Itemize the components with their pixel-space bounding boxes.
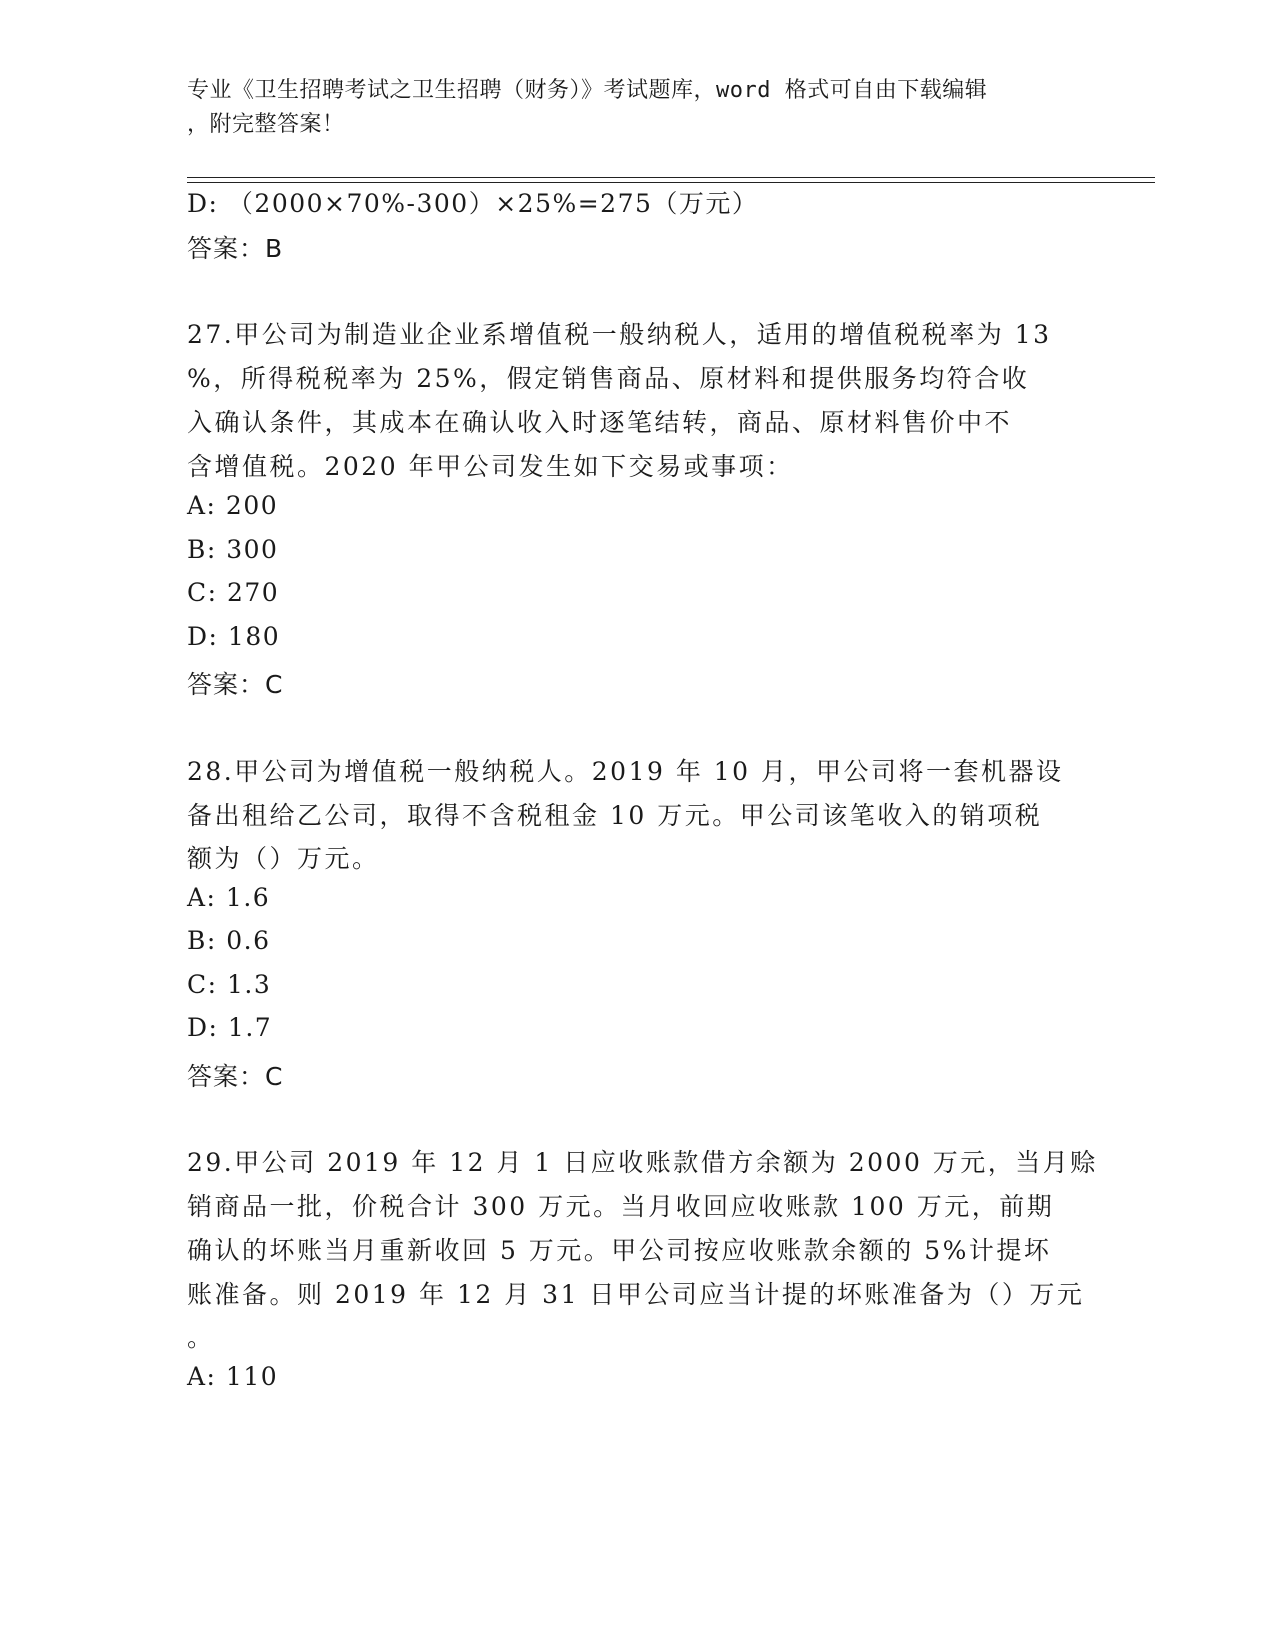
question-29-text: 账准备。则 2019 年 12 月 31 日甲公司应当计提的坏账准备为（）万元 xyxy=(187,1280,1085,1309)
header-line: ，附完整答案！ xyxy=(187,112,345,137)
option-d: D: 180 xyxy=(187,622,281,651)
option-c: C: 270 xyxy=(187,578,280,607)
option-a: A: 110 xyxy=(187,1362,279,1391)
document-header xyxy=(187,74,1067,142)
question-29-text: 确认的坏账当月重新收回 5 万元。甲公司按应收账款余额的 5%计提坏 xyxy=(187,1236,1052,1265)
question-29-text: 销商品一批，价税合计 300 万元。当月收回应收账款 100 万元，前期 xyxy=(187,1192,1055,1221)
question-28-text: 额为（）万元。 xyxy=(187,844,380,873)
option-a: A: 200 xyxy=(187,491,279,520)
option-c: C: 1.3 xyxy=(187,970,272,999)
option-d: D: 1.7 xyxy=(187,1013,273,1042)
question-27-text: 入确认条件，其成本在确认收入时逐笔结转，商品、原材料售价中不 xyxy=(187,408,1013,437)
answer-line: 答案：B xyxy=(187,234,284,263)
question-29-text: 。 xyxy=(187,1323,215,1352)
option-b: B: 300 xyxy=(187,535,279,564)
option-b: B: 0.6 xyxy=(187,926,271,955)
option-a: A: 1.6 xyxy=(187,883,271,912)
question-27-text: 27.甲公司为制造业企业系增值税一般纳税人，适用的增值税税率为 13 xyxy=(187,320,1052,349)
question-27-text: %，所得税税率为 25%，假定销售商品、原材料和提供服务均符合收 xyxy=(187,364,1030,393)
header-divider xyxy=(187,177,1155,178)
answer-line: 答案：C xyxy=(187,670,284,699)
question-28-text: 备出租给乙公司，取得不含税租金 10 万元。甲公司该笔收入的销项税 xyxy=(187,801,1043,830)
question-27-text: 含增值税。2020 年甲公司发生如下交易或事项： xyxy=(187,452,794,481)
question-29-text: 29.甲公司 2019 年 12 月 1 日应收账款借方余额为 2000 万元，当月赊 xyxy=(187,1148,1098,1177)
header-divider xyxy=(187,182,1155,183)
header-line: 专业《卫生招聘考试之卫生招聘（财务）》考试题库，word 格式可自由下载编辑 xyxy=(187,78,988,103)
option-d: D: （2000×70%-300）×25%=275（万元） xyxy=(187,189,759,218)
answer-line: 答案：C xyxy=(187,1062,284,1091)
question-28-text: 28.甲公司为增值税一般纳税人。2019 年 10 月，甲公司将一套机器设 xyxy=(187,757,1064,786)
